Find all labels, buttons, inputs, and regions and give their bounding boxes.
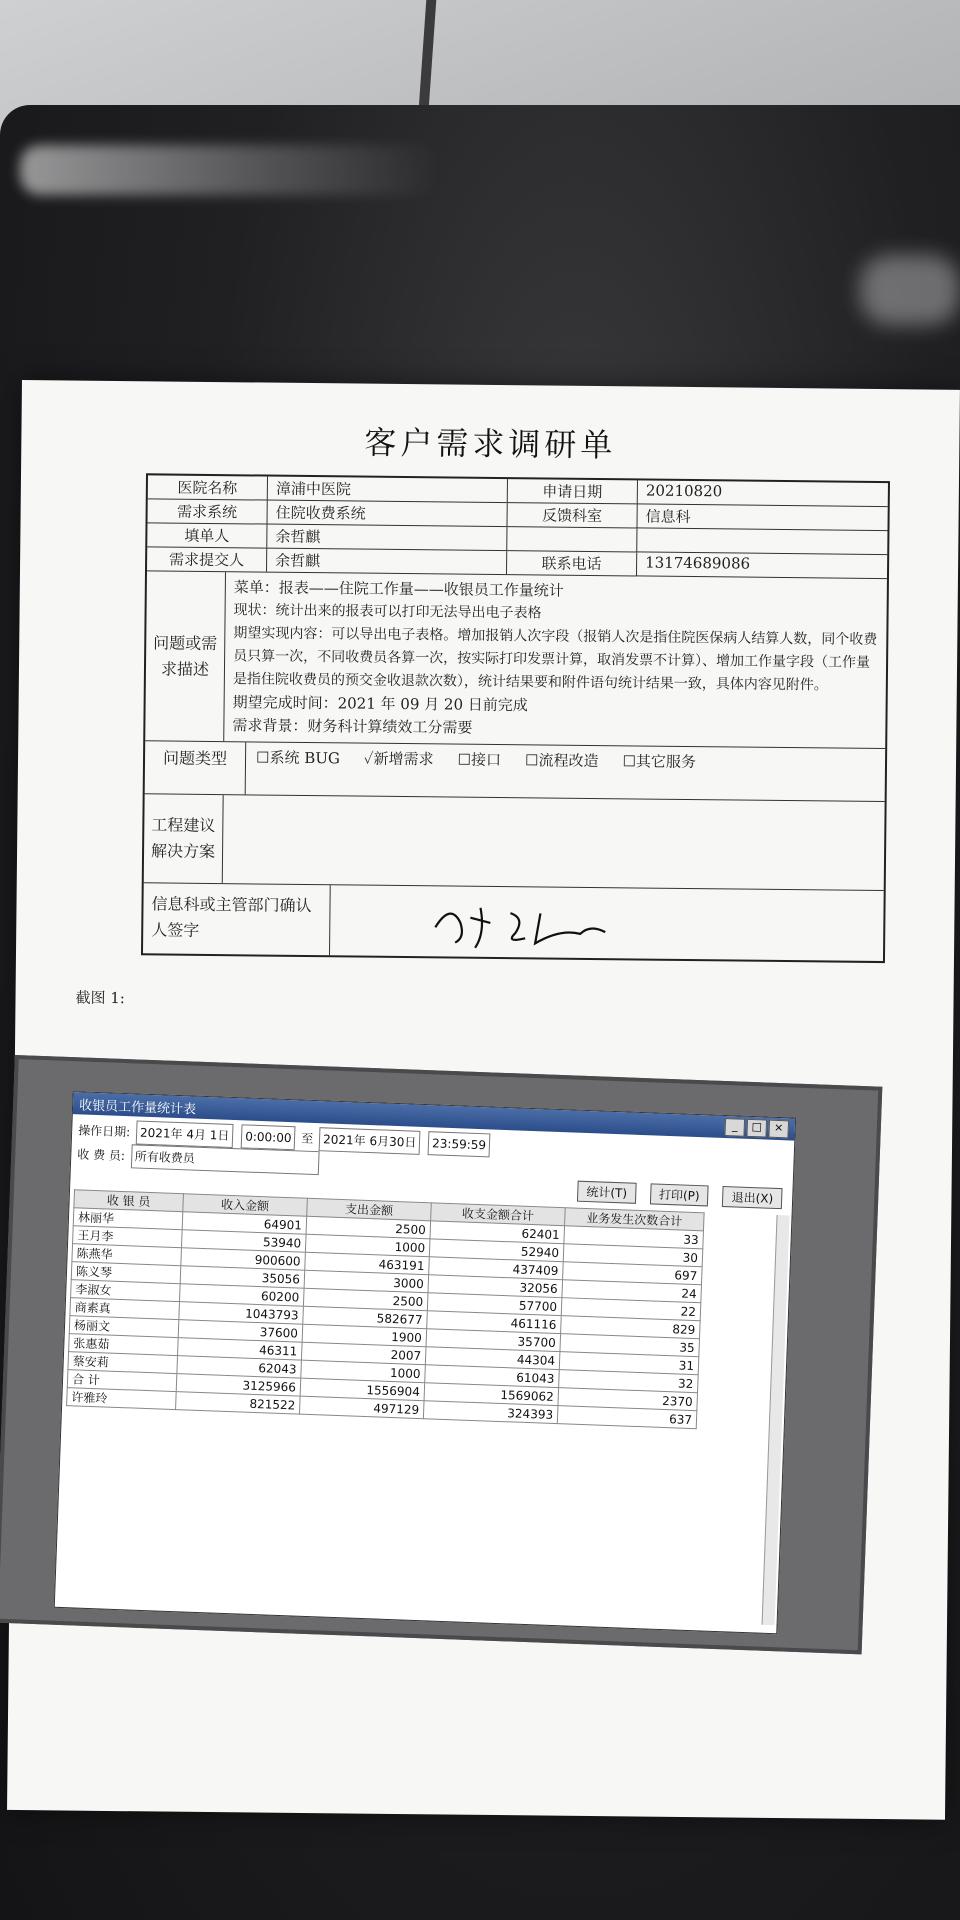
problem-type-options	[246, 742, 886, 801]
cell-total: 52940	[429, 1239, 564, 1262]
phone-label: 联系电话	[507, 551, 637, 575]
background-text: 需求背景：财务科计算绩效工分需要	[232, 716, 473, 737]
window-title: 收银员工作量统计表	[78, 1097, 197, 1118]
cell-expense: 582677	[303, 1306, 428, 1329]
menu-text: 菜单：报表——住院工作量——收银员工作量统计	[233, 578, 564, 600]
col-total: 收支金额合计	[431, 1203, 566, 1226]
dept-value: 信息科	[645, 507, 691, 527]
system-label: 需求系统	[148, 499, 268, 523]
cell-expense: 497129	[299, 1396, 424, 1419]
signature-row	[143, 883, 884, 961]
cell-count: 35	[560, 1334, 700, 1357]
signature-area	[330, 885, 884, 961]
cell-total: 44304	[425, 1347, 560, 1370]
cell-total: 57700	[427, 1293, 562, 1316]
app-window	[54, 1091, 796, 1634]
engineering-value	[223, 795, 885, 890]
cell-total: 35700	[426, 1329, 561, 1352]
signature-label: 信息科或主管部门确认人签字	[143, 883, 331, 955]
table-body	[67, 1208, 704, 1429]
cell-cashier: 张惠茹	[69, 1334, 179, 1356]
maximize-icon[interactable]: □	[746, 1119, 767, 1138]
cell-income: 46311	[178, 1338, 303, 1361]
option-process: ☐流程改造	[524, 751, 599, 771]
status-text: 现状：统计出来的报表可以打印无法导出电子表格	[233, 602, 542, 622]
cell-income: 53940	[181, 1230, 306, 1253]
cell-total: 32056	[428, 1275, 563, 1298]
screenshot-label: 截图 1:	[75, 988, 126, 1008]
op-date-label: 操作日期:	[77, 1123, 131, 1140]
date-from-picker[interactable]: 2021年 4月 1日	[136, 1120, 234, 1148]
option-new-feature: ✓新增需求	[363, 749, 434, 769]
cell-count: 637	[557, 1406, 697, 1429]
document-title: 客户需求调研单	[364, 423, 617, 465]
light-glare	[20, 145, 440, 195]
submitter-label: 需求提交人	[147, 547, 267, 571]
filler-label: 填单人	[147, 523, 267, 547]
stat-button[interactable]: 统计(T)	[577, 1181, 636, 1204]
cell-expense: 2500	[303, 1288, 428, 1311]
problem-type-row	[145, 741, 886, 802]
apply-date-label: 申请日期	[508, 479, 638, 503]
cell-count: 697	[563, 1262, 703, 1285]
handwritten-signature	[430, 892, 631, 954]
cell-cashier: 许雅玲	[67, 1388, 177, 1410]
col-count: 业务发生次数合计	[565, 1208, 705, 1231]
system-value: 住院收费系统	[268, 501, 508, 527]
cell-count: 829	[561, 1316, 701, 1339]
cell-income: 1043793	[179, 1302, 304, 1325]
cell-cashier: 蔡安莉	[68, 1352, 178, 1374]
cell-count: 33	[564, 1226, 704, 1249]
empty-label	[507, 527, 637, 551]
cell-expense: 2007	[301, 1342, 426, 1365]
cell-count: 2370	[558, 1388, 698, 1411]
vertical-scrollbar[interactable]	[762, 1215, 790, 1625]
cell-count: 32	[559, 1370, 699, 1393]
cell-cashier: 陈义琴	[71, 1262, 181, 1284]
cell-total: 1569062	[424, 1383, 559, 1406]
cell-total: 437409	[429, 1257, 564, 1280]
light-glare	[860, 255, 960, 325]
cell-cashier: 林丽华	[73, 1208, 183, 1230]
problem-body	[224, 572, 887, 748]
cell-expense: 1000	[305, 1234, 430, 1257]
dept-label: 反馈科室	[507, 503, 637, 527]
cell-count: 31	[559, 1352, 699, 1375]
cell-cashier: 李淑女	[71, 1280, 181, 1302]
cell-count: 24	[562, 1280, 702, 1303]
cashier-label: 收 费 员:	[77, 1147, 126, 1164]
cell-income: 821522	[176, 1392, 301, 1415]
time-to-input[interactable]: 23:59:59	[428, 1131, 491, 1157]
empty-value	[637, 528, 887, 554]
print-button[interactable]: 打印(P)	[650, 1183, 709, 1206]
screen-photo	[0, 1055, 882, 1654]
filler-value: 余哲麒	[267, 525, 507, 551]
time-from-input[interactable]: 0:00:00	[241, 1124, 296, 1150]
cashier-select[interactable]: 所有收费员	[130, 1144, 319, 1175]
date-to-picker[interactable]: 2021年 6月30日	[319, 1127, 421, 1155]
submitter-value: 余哲麒	[267, 549, 507, 575]
exit-button[interactable]: 退出(X)	[722, 1186, 782, 1209]
problem-type-label: 问题类型	[145, 741, 247, 794]
cell-total: 61043	[425, 1365, 560, 1388]
hospital-label: 医院名称	[148, 475, 268, 499]
engineering-row	[144, 794, 885, 891]
result-table	[66, 1189, 705, 1429]
problem-label: 问题或需求描述	[145, 571, 226, 741]
cell-income: 35056	[180, 1266, 305, 1289]
deadline-text: 期望完成时间：2021 年 09 月 20 日前完成	[232, 693, 528, 715]
cell-expense: 3000	[304, 1270, 429, 1293]
phone-value: 13174689086	[645, 553, 751, 573]
cell-income: 60200	[180, 1284, 305, 1307]
cell-cashier: 王月李	[73, 1226, 183, 1248]
cell-count: 30	[563, 1244, 703, 1267]
close-icon[interactable]: ×	[768, 1120, 789, 1139]
cell-expense: 2500	[306, 1216, 431, 1239]
cell-expense: 463191	[305, 1252, 430, 1275]
option-interface: ☐接口	[457, 750, 502, 770]
cell-income: 900600	[181, 1248, 306, 1271]
minimize-icon[interactable]: _	[724, 1118, 745, 1137]
option-bug: ☐系统 BUG	[255, 748, 341, 768]
engineering-label: 工程建议解决方案	[144, 794, 224, 883]
apply-date-value: 20210820	[645, 481, 723, 501]
col-income: 收入金额	[183, 1194, 308, 1217]
expect-text: 期望实现内容：可以导出电子表格。增加报销人次字段（报销人次是指住院医保病人结算人数，同个收费员只算一次，不同收费员各算一次，按实际打印发票计算，取消发票不计算）、增加工作量字段（工作量是指住院收费员的预交金收退款次数），统计结果要和附件语句统计结果一致，具体内容见附件。	[232, 625, 878, 694]
col-cashier: 收 银 员	[74, 1190, 184, 1212]
cell-cashier: 合 计	[67, 1370, 177, 1392]
cell-cashier: 陈燕华	[72, 1244, 182, 1266]
col-expense: 支出金额	[307, 1198, 432, 1221]
cell-expense: 1900	[302, 1324, 427, 1347]
cell-income: 62043	[177, 1356, 302, 1379]
request-form	[141, 473, 890, 963]
cell-income: 37600	[178, 1320, 303, 1343]
cell-cashier: 杨丽文	[69, 1316, 179, 1338]
option-other: ☐其它服务	[622, 752, 697, 772]
problem-section	[145, 571, 887, 749]
to-label: 至	[301, 1131, 314, 1146]
cell-total: 62401	[430, 1221, 565, 1244]
window-controls	[724, 1118, 789, 1138]
cell-count: 22	[561, 1298, 701, 1321]
cell-expense: 1556904	[300, 1378, 425, 1401]
cell-income: 64901	[182, 1212, 307, 1235]
cell-total: 324393	[423, 1401, 558, 1424]
cell-income: 3125966	[176, 1374, 301, 1397]
cell-expense: 1000	[301, 1360, 426, 1383]
cell-total: 461116	[427, 1311, 562, 1334]
hospital-value: 漳浦中医院	[268, 477, 508, 503]
cell-cashier: 商素真	[70, 1298, 180, 1320]
paper-sheet	[7, 380, 960, 1820]
